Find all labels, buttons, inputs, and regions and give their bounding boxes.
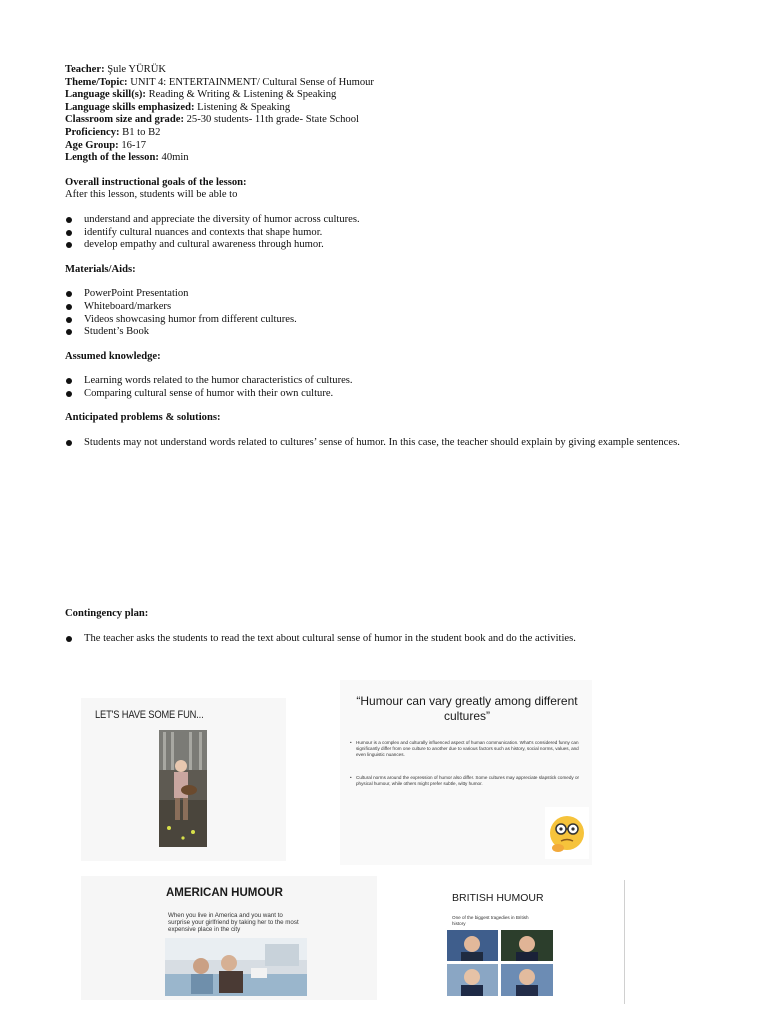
slide-quote bbox=[340, 680, 592, 865]
list-item: Comparing cultural sense of humor with their own culture. bbox=[65, 388, 715, 401]
problems-list bbox=[65, 437, 715, 450]
meta-age-group: Age Group: 16-17 bbox=[65, 139, 147, 151]
meta-block bbox=[65, 64, 715, 165]
list-item: Learning words related to the humor characteristics of cultures. bbox=[65, 375, 715, 388]
meta-teacher: Teacher: Şule YÜRÜK bbox=[65, 64, 167, 75]
meta-skills-emphasized: Language skills emphasized: Listening & Speaking bbox=[65, 101, 291, 113]
goals-intro: After this lesson, students will be able to bbox=[65, 189, 238, 201]
goals-heading: Overall instructional goals of the lesson: bbox=[65, 176, 247, 188]
assumed-list bbox=[65, 375, 715, 400]
contingency-heading: Contingency plan: bbox=[65, 608, 149, 619]
royal-portraits-grid bbox=[447, 930, 553, 996]
thinking-face-icon bbox=[545, 807, 589, 859]
slide-quote-bullet: • Humour is a complex and culturally influenced aspect of human communication. What's considered funny can significantly differ from one culture to another due to various factors such as history, social norms, values, and even linguistic nuances. bbox=[350, 740, 581, 758]
slide-american-text: When you live in America and you want to surprise your girlfriend by taking her to the most expensive place in the city bbox=[168, 912, 299, 934]
slide-american-title: AMERICAN HUMOUR bbox=[166, 887, 283, 899]
problems-heading: Anticipated problems & solutions: bbox=[65, 412, 221, 424]
meta-topic: Theme/Topic: UNIT 4: ENTERTAINMENT/ Cultural Sense of Humour bbox=[65, 76, 374, 88]
list-item: Students may not understand words related to cultures’ sense of humor. In this case, the teacher should explain by giving example sentences. bbox=[65, 437, 715, 450]
list-item: Whiteboard/markers bbox=[65, 301, 715, 314]
list-item: The teacher asks the students to read the text about cultural sense of humor in the student book and do the activities. bbox=[65, 633, 715, 646]
slide-fun-title: LET'S HAVE SOME FUN... bbox=[95, 709, 204, 721]
lesson-plan bbox=[65, 64, 715, 450]
slide-british-text: One of the biggest tragedies in British history bbox=[452, 915, 529, 926]
meta-length: Length of the lesson: 40min bbox=[65, 152, 189, 164]
list-item: understand and appreciate the diversity of humor across cultures. bbox=[65, 214, 715, 227]
list-item: develop empathy and cultural awareness through humor. bbox=[65, 239, 715, 252]
slide-quote-title: “Humour can vary greatly among different cultures” bbox=[356, 694, 578, 723]
hospital-couple-photo bbox=[165, 938, 307, 996]
child-with-dog-photo bbox=[159, 730, 207, 847]
slide-american-humour bbox=[81, 876, 377, 1000]
slide-british-title: BRITISH HUMOUR bbox=[452, 892, 544, 904]
materials-heading: Materials/Aids: bbox=[65, 263, 136, 275]
list-item: identify cultural nuances and contexts that shape humor. bbox=[65, 227, 715, 240]
materials-list bbox=[65, 288, 715, 338]
slide-fun bbox=[81, 698, 286, 861]
slide-quote-bullet: • Cultural norms around the expression of humor also differ. Some cultures may appreciate slapstick comedy or physical humour, while others might prefer subtle, witty humor. bbox=[350, 775, 581, 787]
list-item: PowerPoint Presentation bbox=[65, 288, 715, 301]
contingency-section bbox=[65, 608, 715, 645]
contingency-list bbox=[65, 633, 715, 646]
assumed-heading: Assumed knowledge: bbox=[65, 350, 161, 362]
slide-british-humour bbox=[386, 880, 625, 1004]
list-item: Videos showcasing humor from different cultures. bbox=[65, 314, 715, 327]
list-item: Student’s Book bbox=[65, 326, 715, 339]
meta-classroom: Classroom size and grade: 25-30 students- 11th grade- State School bbox=[65, 114, 359, 126]
meta-skills: Language skill(s): Reading & Writing & Listening & Speaking bbox=[65, 89, 337, 101]
meta-proficiency: Proficiency: B1 to B2 bbox=[65, 126, 161, 138]
goals-list bbox=[65, 214, 715, 252]
